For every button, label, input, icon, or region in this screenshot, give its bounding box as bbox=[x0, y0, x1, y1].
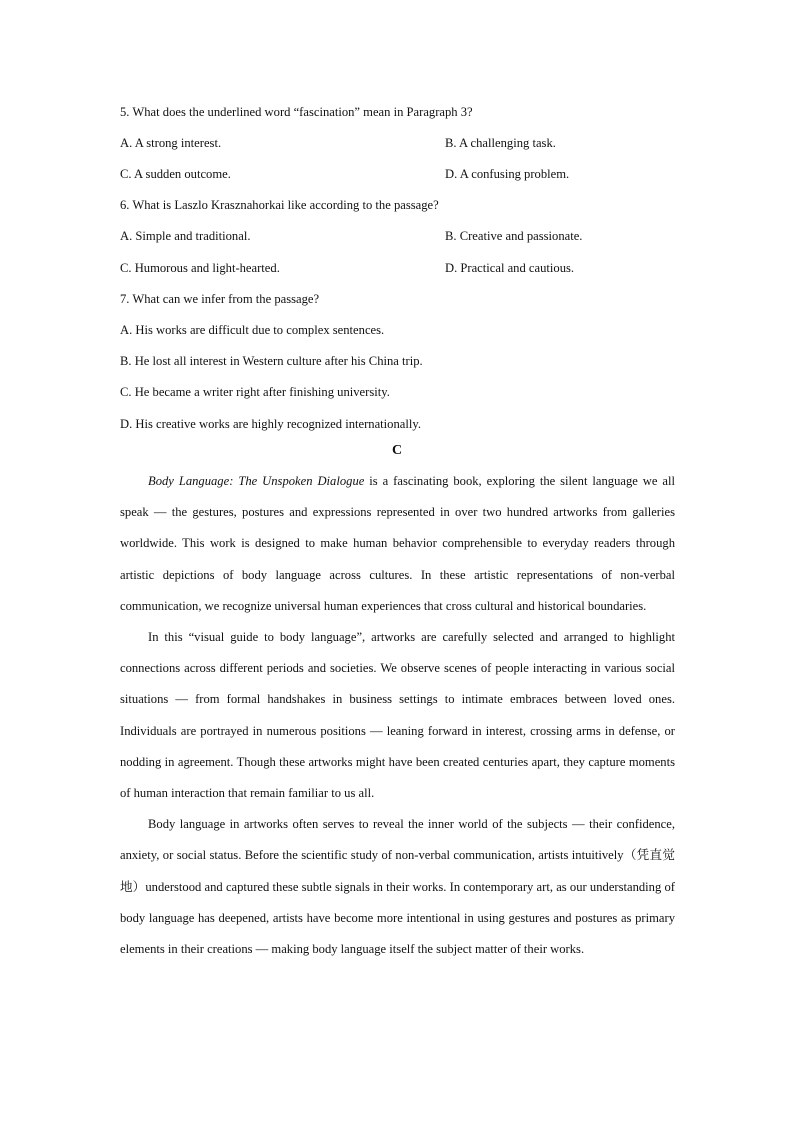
question-7-option-a: A. His works are difficult due to complex sentences. bbox=[120, 323, 385, 337]
paragraph-1-text: is a fascinating book, exploring the silent language we all speak — the gestures, postures and expressions represented in over two hundred artworks from galleries worldwide. This work is designed to make human behavior comprehensible to everyday readers through artistic depictions of body language across cultures. In these artistic representations of non-verbal communication, we recognize universal human experiences that cross cultural and historical boundaries. bbox=[120, 474, 675, 613]
question-6-option-a: A. Simple and traditional. bbox=[120, 229, 251, 243]
question-6-option-b: B. Creative and passionate. bbox=[445, 229, 583, 243]
section-heading: C bbox=[391, 443, 403, 458]
question-5-option-c: C. A sudden outcome. bbox=[120, 167, 231, 181]
question-6-option-c: C. Humorous and light-hearted. bbox=[120, 261, 280, 275]
question-5-option-a: A. A strong interest. bbox=[120, 136, 222, 150]
passage-paragraph-1 bbox=[120, 466, 675, 622]
passage bbox=[120, 466, 675, 965]
book-title: Body Language: The Unspoken Dialogue bbox=[148, 474, 365, 488]
question-7-option-d: D. His creative works are highly recognized internationally. bbox=[120, 417, 421, 431]
question-6-stem: 6. What is Laszlo Krasznahorkai like according to the passage? bbox=[120, 198, 439, 212]
passage-paragraph-3: Body language in artworks often serves to reveal the inner world of the subjects — their confidence, anxiety, or social status. Before the scientific study of non-verbal communication, artists intuitively（凭直觉地）understood and captured these subtle signals in their works. In contemporary art, as our understanding of body language has deepened, artists have become more intentional in using gestures and postures as primary elements in their creations — making body language itself the subject matter of their works. bbox=[120, 817, 675, 957]
question-5-option-b: B. A challenging task. bbox=[445, 136, 556, 150]
question-7-stem: 7. What can we infer from the passage? bbox=[120, 292, 320, 306]
passage-paragraph-2: In this “visual guide to body language”, artworks are carefully selected and arranged to highlight connections across different periods and societies. We observe scenes of people interacting in various social situations — from formal handshakes in business settings to intimate embraces between loved ones. Individuals are portrayed in numerous positions — leaning forward in interest, crossing arms in defense, or nodding in agreement. Though these artworks might have been created centuries apart, they capture moments of human interaction that remain familiar to us all. bbox=[120, 630, 675, 801]
question-6-option-d: D. Practical and cautious. bbox=[445, 261, 575, 275]
question-5-option-d: D. A confusing problem. bbox=[445, 167, 570, 181]
question-7-option-b: B. He lost all interest in Western culture after his China trip. bbox=[120, 354, 423, 368]
question-7-option-c: C. He became a writer right after finishing university. bbox=[120, 385, 390, 399]
question-5-stem: 5. What does the underlined word “fascination” mean in Paragraph 3? bbox=[120, 105, 473, 119]
